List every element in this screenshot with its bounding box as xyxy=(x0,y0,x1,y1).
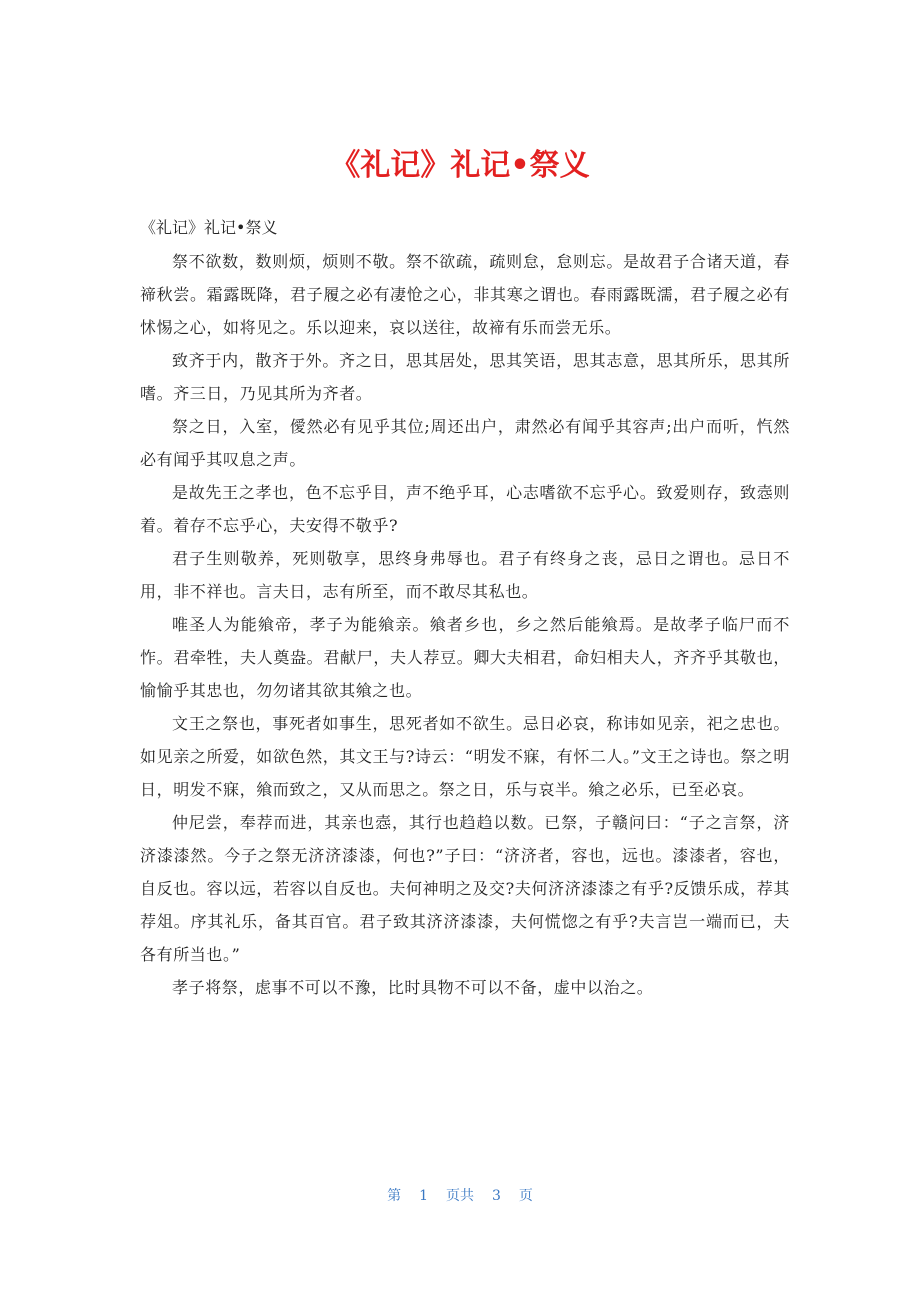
footer-label-total: 页共 xyxy=(446,1188,474,1204)
page-footer xyxy=(0,1184,920,1208)
paragraph: 是故先王之孝也，色不忘乎目，声不绝乎耳，心志嗜欲不忘乎心。致爱则存，致悫则着。着存不忘乎心，夫安得不敬乎? xyxy=(140,483,790,535)
footer-label-end: 页 xyxy=(518,1188,533,1204)
footer-label-page: 第 xyxy=(387,1188,402,1204)
document-body xyxy=(140,211,790,1004)
paragraph: 唯圣人为能飨帝，孝子为能飨亲。飨者乡也，乡之然后能飨焉。是故孝子临尸而不怍。君牵牲，夫人奠盎。君献尸，夫人荐豆。卿大夫相君，命妇相夫人，齐齐乎其敬也，愉愉乎其忠也，勿勿诸其欲其飨之也。 xyxy=(140,615,790,700)
paragraph: 仲尼尝，奉荐而进，其亲也悫，其行也趋趋以数。已祭，子赣问曰：“子之言祭，济济漆漆然。今子之祭无济济漆漆，何也?”子曰：“济济者，容也，远也。漆漆者，容也，自反也。容以远，若容以自反也。夫何神明之及交?夫何济济漆漆之有乎?反馈乐成，荐其荐俎。序其礼乐，备其百官。君子致其济济漆漆，夫何慌惚之有乎?夫言岂一端而已，夫各有所当也。” xyxy=(140,813,790,964)
paragraph: 文王之祭也，事死者如事生，思死者如不欲生。忌日必哀，称讳如见亲，祀之忠也。如见亲之所爱，如欲色然，其文王与?诗云：“明发不寐，有怀二人。”文王之诗也。祭之明日，明发不寐，飨而致之，又从而思之。祭之日，乐与哀半。飨之必乐，已至必哀。 xyxy=(140,714,790,799)
paragraph: 致齐于内，散齐于外。齐之日，思其居处，思其笑语，思其志意，思其所乐，思其所嗜。齐三日，乃见其所为齐者。 xyxy=(140,351,790,403)
paragraph: 祭之日，入室，僾然必有见乎其位;周还出户，肃然必有闻乎其容声;出户而听，忾然必有闻乎其叹息之声。 xyxy=(140,417,790,469)
document-subtitle: 《礼记》礼记•祭义 xyxy=(140,218,278,237)
footer-total-pages: 3 xyxy=(492,1188,501,1204)
paragraph: 君子生则敬养，死则敬享，思终身弗辱也。君子有终身之丧，忌日之谓也。忌日不用，非不祥也。言夫日，志有所至，而不敢尽其私也。 xyxy=(140,549,790,601)
paragraph: 孝子将祭，虑事不可以不豫，比时具物不可以不备，虚中以治之。 xyxy=(172,978,654,997)
paragraph: 祭不欲数，数则烦，烦则不敬。祭不欲疏，疏则怠，怠则忘。是故君子合诸天道，春禘秋尝。霜露既降，君子履之必有凄怆之心，非其寒之谓也。春雨露既濡，君子履之必有怵惕之心，如将见之。乐以迎来，哀以送往，故禘有乐而尝无乐。 xyxy=(140,252,790,337)
page-title: 《礼记》礼记•祭义 xyxy=(330,148,590,183)
footer-current-page: 1 xyxy=(419,1188,428,1204)
